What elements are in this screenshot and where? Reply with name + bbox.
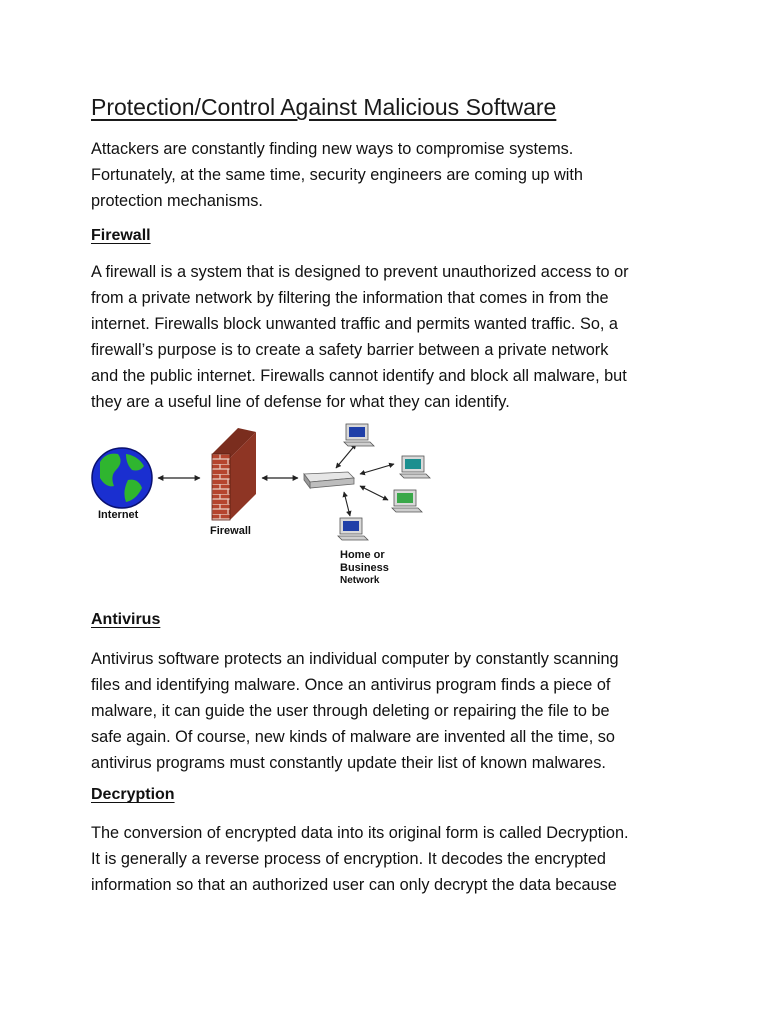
- text-line: from a private network by filtering the information that comes in from the: [91, 289, 609, 307]
- computer-icon: [344, 424, 374, 446]
- text-line: Attackers are constantly finding new ways to compromise systems.: [91, 140, 574, 158]
- network-label-line: Home or: [340, 549, 385, 561]
- text-line: Fortunately, at the same time, security engineers are coming up with: [91, 166, 583, 184]
- text-line: The conversion of encrypted data into its original form is called Decryption.: [91, 824, 629, 842]
- firewall-heading: Firewall: [91, 227, 151, 244]
- text-line: protection mechanisms.: [91, 192, 263, 210]
- page-title: Protection/Control Against Malicious Software: [91, 94, 557, 120]
- text-line: Antivirus software protects an individual computer by constantly scanning: [91, 650, 619, 668]
- network-hub-icon: [304, 472, 354, 488]
- decryption-paragraph: [91, 820, 681, 898]
- intro-paragraph: [91, 136, 681, 214]
- firewall-network-diagram: [84, 414, 444, 594]
- decryption-heading: Decryption: [91, 786, 175, 803]
- computer-icon: [400, 456, 430, 478]
- network-label-line: Network: [340, 575, 380, 586]
- brick-wall-icon: [212, 428, 256, 520]
- text-line: firewall’s purpose is to create a safety barrier between a private network: [91, 341, 609, 359]
- internet-label: Internet: [98, 509, 139, 521]
- text-line: malware, it can guide the user through deleting or repairing the file to be: [91, 702, 610, 720]
- firewall-paragraph: [91, 259, 681, 415]
- text-line: files and identifying malware. Once an antivirus program finds a piece of: [91, 676, 611, 694]
- network-label-line: Business: [340, 562, 389, 574]
- text-line: and the public internet. Firewalls cannot identify and block all malware, but: [91, 367, 627, 385]
- link-arrow: [344, 492, 350, 516]
- computer-icon: [392, 490, 422, 512]
- computer-icon: [338, 518, 368, 540]
- antivirus-heading: Antivirus: [91, 611, 161, 628]
- text-line: information so that an authorized user can only decrypt the data because: [91, 876, 617, 894]
- globe-icon: [92, 448, 152, 508]
- link-arrow: [360, 486, 388, 500]
- link-arrow: [360, 464, 394, 474]
- text-line: A firewall is a system that is designed to prevent unauthorized access to or: [91, 263, 629, 281]
- text-line: they are a useful line of defense for what they can identify.: [91, 393, 510, 411]
- text-line: antivirus programs must constantly update their list of known malwares.: [91, 754, 606, 772]
- firewall-label: Firewall: [210, 525, 251, 537]
- link-arrow: [336, 444, 356, 468]
- antivirus-paragraph: [91, 646, 681, 776]
- text-line: internet. Firewalls block unwanted traffic and permits wanted traffic. So, a: [91, 315, 618, 333]
- text-line: It is generally a reverse process of encryption. It decodes the encrypted: [91, 850, 606, 868]
- text-line: safe again. Of course, new kinds of malware are invented all the time, so: [91, 728, 615, 746]
